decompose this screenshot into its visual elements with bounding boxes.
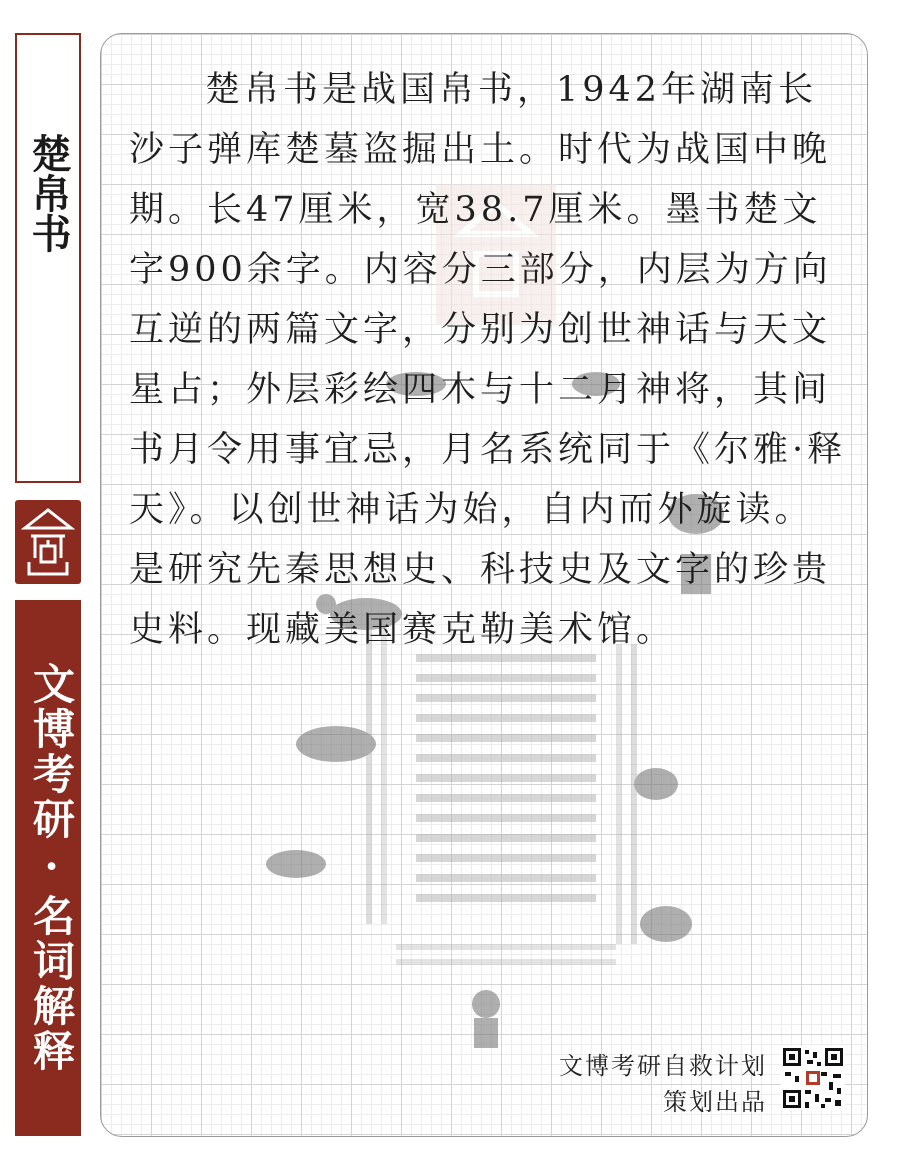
series-banner xyxy=(15,600,81,1136)
content-card xyxy=(100,33,868,1137)
article-body: 楚帛书是战国帛书，1942年湖南长沙子弹库楚墓盗掘出土。时代为战国中晚期。长47厘米，宽38.7厘米。墨书楚文字900余字。内容分三部分，内层为方向互逆的两篇文字，分别为创世神话与天文星占；外层彩绘四木与十二月神将，其间书月令用事宜忌，月名系统同于《尔雅·释天》。以创世神话为始，自内而外旋读。是研究先秦思想史、科技史及文字的珍贵史料。现藏美国赛克勒美术馆。 xyxy=(129,70,847,650)
page-title: 楚帛书 xyxy=(25,133,72,253)
title-box xyxy=(15,33,81,483)
footer-credit: 文博考研自救计划 xyxy=(559,1052,767,1080)
qr-code-icon[interactable] xyxy=(781,1046,845,1110)
seal-icon xyxy=(15,500,81,584)
series-label: 文博考研·名词解释 xyxy=(27,662,76,1074)
footer-subtitle: 策划出品 xyxy=(663,1088,767,1116)
